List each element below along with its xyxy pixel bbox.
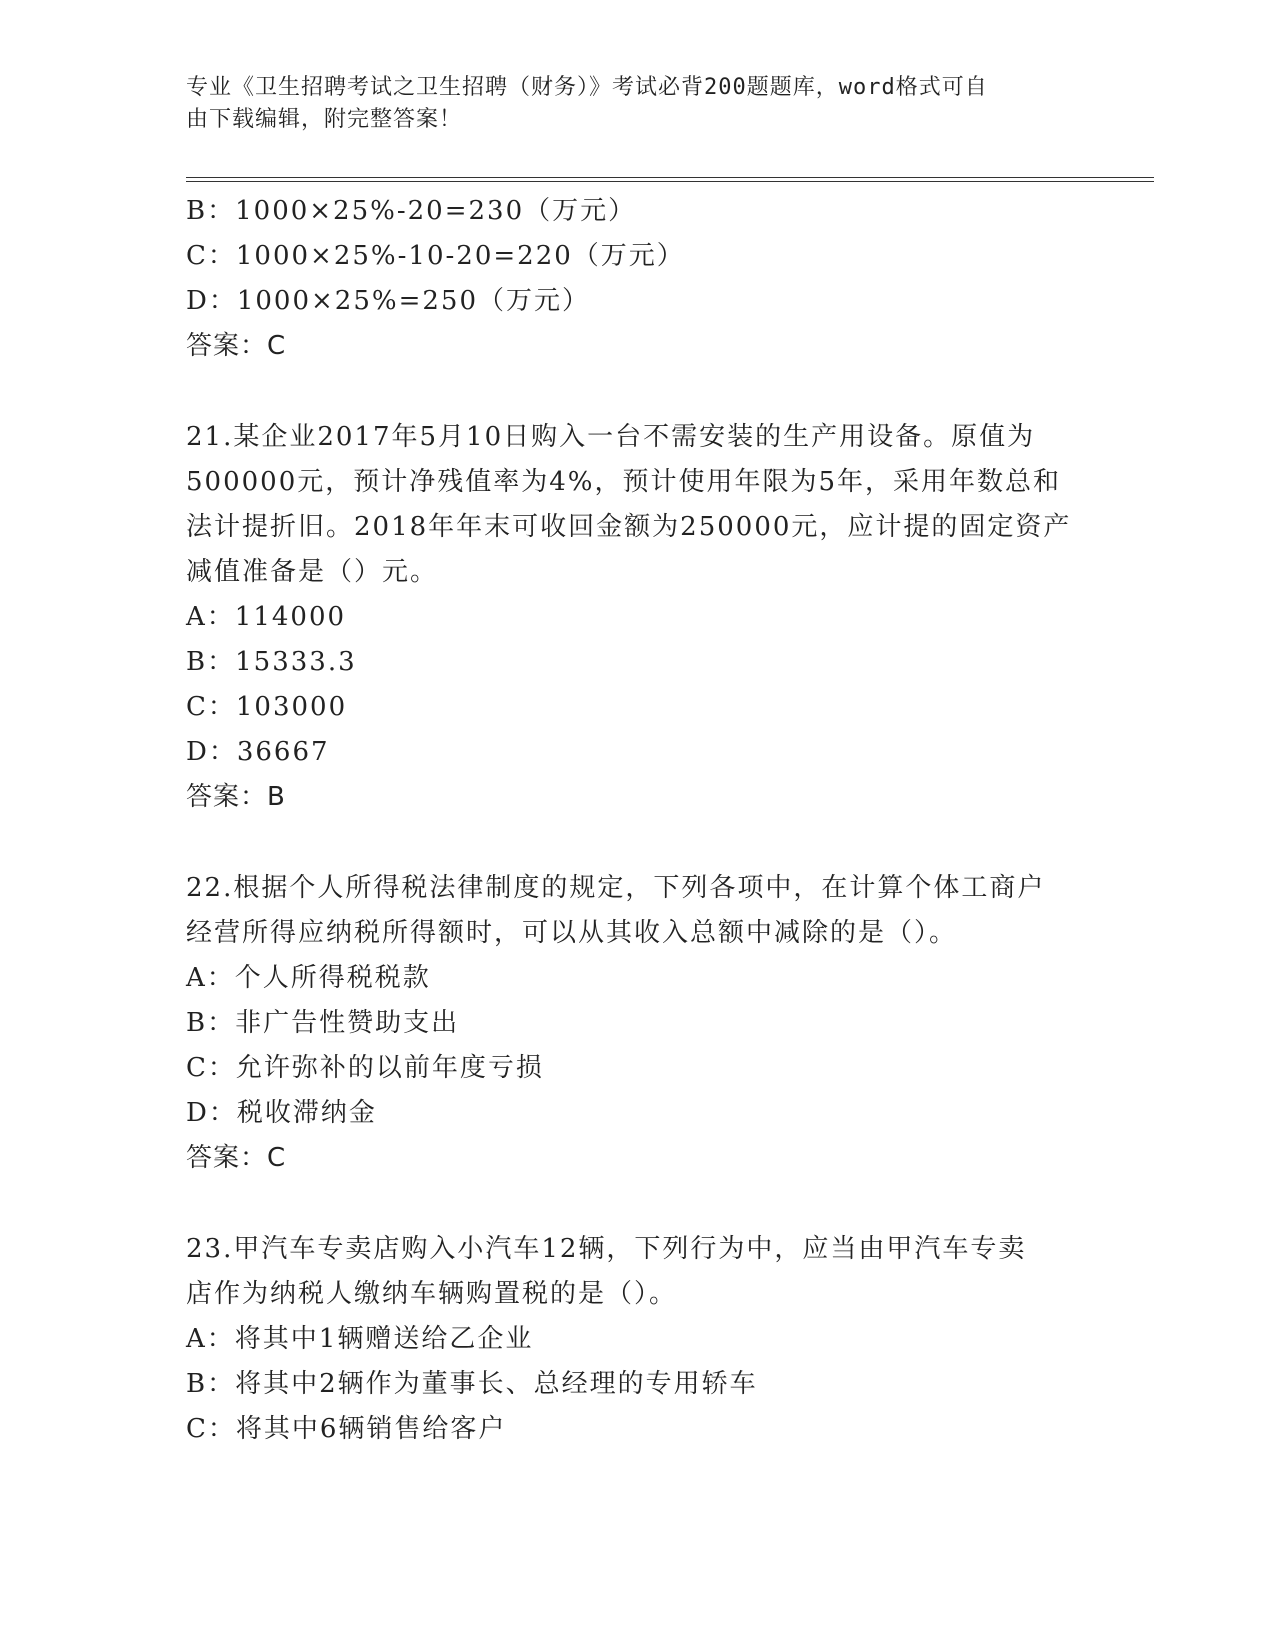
question-20-continued: [186, 189, 1086, 369]
option-c: C：允许弥补的以前年度亏损: [186, 1053, 544, 1083]
page-header: [186, 72, 1066, 136]
option-d: D：税收滞纳金: [186, 1098, 377, 1128]
option-b: B：非广告性赞助支出: [186, 1008, 460, 1038]
option-b: B：15333.3: [186, 647, 357, 677]
question-text-line: 法计提折旧。2018年年末可收回金额为250000元，应计提的固定资产: [186, 512, 1072, 542]
spacer: [186, 1181, 1086, 1227]
option-a: A：个人所得税税款: [186, 963, 431, 993]
question-text-line: 22.根据个人所得税法律制度的规定，下列各项中，在计算个体工商户: [186, 873, 1046, 903]
spacer: [186, 369, 1086, 415]
option-c: C：103000: [186, 692, 348, 722]
header-rule-bottom: [186, 181, 1154, 182]
spacer: [186, 820, 1086, 866]
answer-line: 答案：C: [186, 331, 287, 361]
option-b: B：1000×25%-20=230（万元）: [186, 196, 637, 226]
question-text-line: 500000元，预计净残值率为4%，预计使用年限为5年，采用年数总和: [186, 467, 1062, 497]
option-c: C：将其中6辆销售给客户: [186, 1414, 507, 1444]
question-23: [186, 1227, 1086, 1452]
question-text-line: 店作为纳税人缴纳车辆购置税的是（）。: [186, 1279, 678, 1309]
option-a: A：将其中1辆赠送给乙企业: [186, 1324, 534, 1354]
question-text-line: 经营所得应纳税所得额时，可以从其收入总额中减除的是（）。: [186, 918, 958, 948]
question-text-line: 21.某企业2017年5月10日购入一台不需安装的生产用设备。原值为: [186, 422, 1036, 452]
question-22: [186, 866, 1086, 1181]
header-line-2: 由下载编辑，附完整答案！: [186, 107, 463, 132]
option-d: D：36667: [186, 737, 330, 767]
answer-line: 答案：B: [186, 782, 286, 812]
option-b: B：将其中2辆作为董事长、总经理的专用轿车: [186, 1369, 758, 1399]
option-a: A：114000: [186, 602, 347, 632]
header-rule-top: [186, 177, 1154, 178]
question-text-line: 23.甲汽车专卖店购入小汽车12辆，下列行为中，应当由甲汽车专卖: [186, 1234, 1027, 1264]
question-text-line: 减值准备是（）元。: [186, 557, 439, 587]
option-c: C：1000×25%-10-20=220（万元）: [186, 241, 685, 271]
question-21: [186, 415, 1086, 820]
header-line-1: 专业《卫生招聘考试之卫生招聘（财务）》考试必背200题题库，word格式可自: [186, 75, 988, 100]
option-d: D：1000×25%=250（万元）: [186, 286, 590, 316]
answer-line: 答案：C: [186, 1143, 287, 1173]
document-body: [186, 189, 1086, 1452]
